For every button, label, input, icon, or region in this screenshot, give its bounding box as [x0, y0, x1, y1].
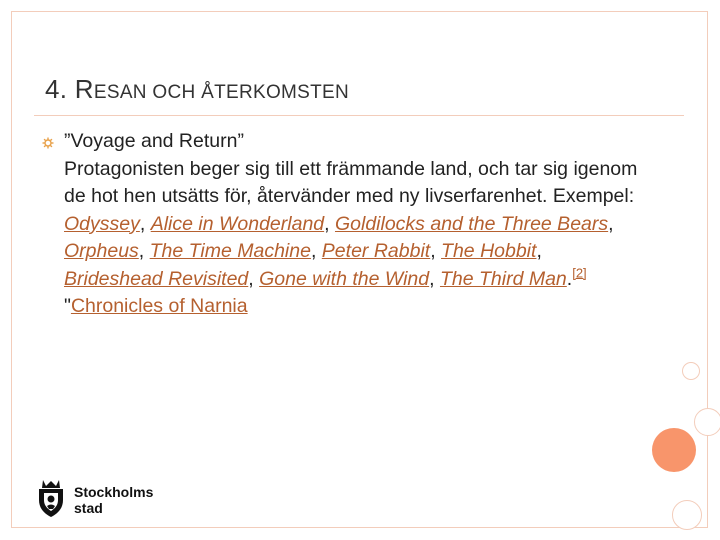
title-initial: 4. R	[45, 74, 94, 104]
crown-shield-icon	[36, 478, 66, 518]
link-alice-in-wonderland[interactable]: Alice in Wonderland	[150, 212, 325, 235]
body-intro: Protagonisten beger sig till ett främmande land, och tar sig igenom de hot hen utsätts för, återvänder med ny livserfarenhet. Exempel:	[64, 157, 638, 207]
decor-circle-small	[682, 362, 700, 380]
logo-text-line2: stad	[74, 500, 103, 516]
title-rest: ESAN OCH ÅTERKOMSTEN	[93, 82, 350, 103]
link-odyssey[interactable]: Odyssey	[64, 212, 140, 235]
title-rule	[34, 115, 684, 116]
gear-icon	[42, 137, 54, 149]
link-time-machine[interactable]: The Time Machine	[149, 240, 311, 262]
link-the-hobbit[interactable]: The Hobbit	[441, 240, 537, 262]
logo-text-line1: Stockholms	[74, 484, 154, 500]
decorative-circles	[650, 0, 720, 540]
footnote-link[interactable]: [2]	[572, 265, 587, 280]
link-peter-rabbit[interactable]: Peter Rabbit	[321, 240, 431, 262]
link-chronicles-of-narnia[interactable]: Chronicles of Narnia	[70, 295, 248, 317]
link-gone-with-the-wind[interactable]: Gone with the Wind	[259, 267, 430, 290]
link-orpheus[interactable]: Orpheus	[64, 240, 139, 262]
decor-circle-accent	[652, 428, 696, 472]
link-goldilocks[interactable]: Goldilocks and the Three Bears	[334, 212, 609, 235]
decor-circle-bottom	[672, 500, 702, 530]
slide-title	[45, 74, 349, 105]
link-brideshead-revisited[interactable]: Brideshead Revisited	[64, 267, 249, 290]
body-heading: ”Voyage and Return”	[64, 130, 244, 152]
stockholms-stad-logo	[36, 478, 166, 520]
body-paragraph: ”Voyage and Return” Protagonisten beger sig till ett främmande land, och tar sig igenom de hot hen utsätts för, återvänder med ny livserfarenhet. Exempel: Odyssey, Alice in Wonderland, Goldilocks and the Three Bears, Orpheus, The Time Machine, Peter Rabbit, The Hobbit, Brideshead Revisited, Gone with the Wind, The Third Man.[2] "Chronicles of Narnia	[64, 130, 638, 317]
tail-quote: "	[64, 295, 71, 317]
link-third-man[interactable]: The Third Man	[439, 267, 567, 290]
decor-circle-medium	[694, 408, 720, 436]
